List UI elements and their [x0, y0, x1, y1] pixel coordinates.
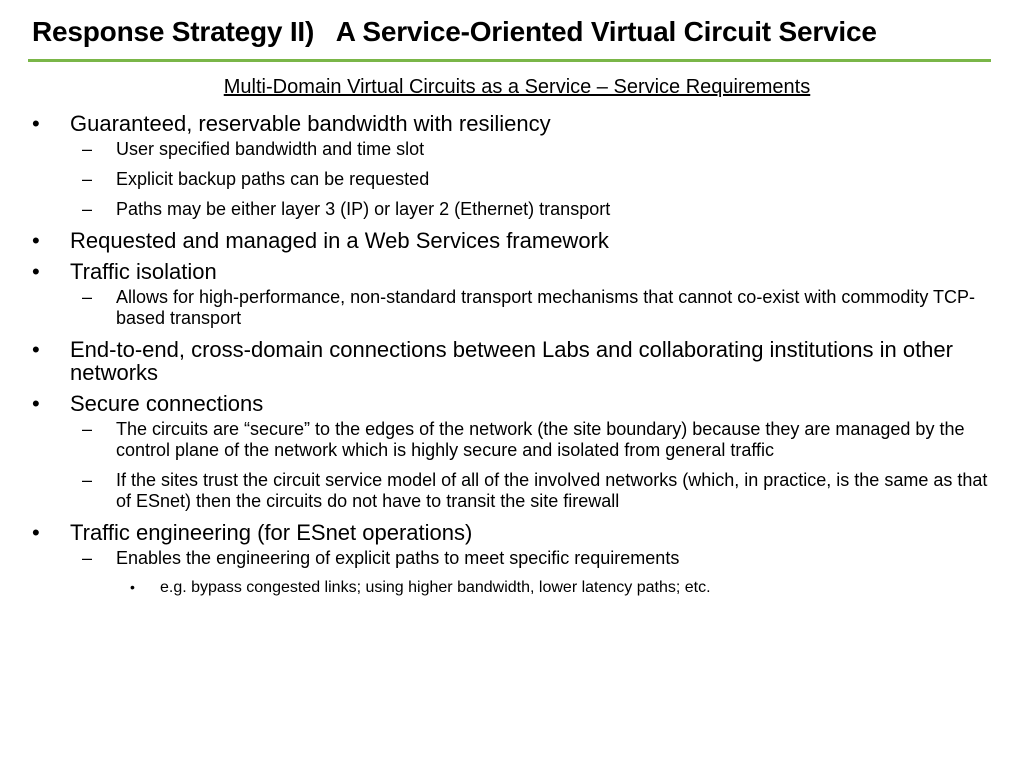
- bullet-item: [32, 260, 992, 283]
- bullet-group: [32, 392, 992, 512]
- dash-marker: –: [82, 548, 93, 568]
- bullet-item: [32, 338, 992, 384]
- dash-marker: –: [82, 419, 93, 439]
- dash-marker: –: [82, 287, 93, 307]
- bullet-group: [32, 521, 992, 597]
- sub-bullet-item: [32, 169, 992, 190]
- sub-sub-bullet-item: [32, 578, 992, 597]
- bullet-list: [32, 112, 992, 605]
- bullet-group: [32, 260, 992, 329]
- sub-bullet-item: [32, 199, 992, 220]
- sub-bullet-text: If the sites trust the circuit service model of all of the involved networks (which, in practice, is the same as that of ESnet) then the circuits do not have to transit the site firewall: [116, 470, 988, 511]
- sub-bullet-item: [32, 470, 992, 512]
- sub-bullet-text: Enables the engineering of explicit paths to meet specific requirements: [116, 548, 680, 568]
- slide-title: Response Strategy II) A Service-Oriented Virtual Circuit Service: [32, 16, 877, 47]
- bullet-group: [32, 112, 992, 220]
- sub-bullet-text: Explicit backup paths can be requested: [116, 169, 430, 189]
- bullet-text: Secure connections: [70, 391, 264, 416]
- bullet-item: [32, 112, 992, 135]
- bullet-text: End-to-end, cross-domain connections between Labs and collaborating institutions in other networks: [70, 337, 953, 385]
- bullet-text: Guaranteed, reservable bandwidth with resiliency: [70, 111, 551, 136]
- sub-bullet-item: [32, 548, 992, 569]
- sub-sub-bullet-text: e.g. bypass congested links; using higher bandwidth, lower latency paths; etc.: [160, 579, 711, 596]
- sub-bullet-item: [32, 419, 992, 461]
- slide-subtitle: Multi-Domain Virtual Circuits as a Service – Service Requirements: [223, 76, 811, 98]
- sub-bullet-item: [32, 287, 992, 329]
- dash-marker: –: [82, 470, 93, 490]
- sub-bullet-text: Paths may be either layer 3 (IP) or layer 2 (Ethernet) transport: [116, 199, 611, 219]
- bullet-marker: •: [32, 337, 40, 362]
- bullet-text: Traffic isolation: [70, 259, 217, 284]
- sub-bullet-text: Allows for high-performance, non-standard transport mechanisms that cannot co-exist with commodity TCP-based transport: [116, 287, 976, 328]
- dash-marker: –: [82, 169, 93, 189]
- bullet-group: [32, 229, 992, 252]
- title-underline-rule: [28, 59, 991, 62]
- bullet-item: [32, 521, 992, 544]
- bullet-group: [32, 338, 992, 384]
- dash-marker: –: [82, 199, 93, 219]
- bullet-text: Traffic engineering (for ESnet operations): [70, 520, 473, 545]
- dash-marker: –: [82, 139, 93, 159]
- bullet-marker: •: [32, 391, 40, 416]
- dot-marker: •: [130, 579, 135, 595]
- bullet-marker: •: [32, 111, 40, 136]
- sub-bullet-text: The circuits are “secure” to the edges of the network (the site boundary) because they are managed by the control plane of the network which is highly secure and isolated from general traffic: [116, 419, 965, 460]
- bullet-text: Requested and managed in a Web Services framework: [70, 228, 609, 253]
- bullet-item: [32, 229, 992, 252]
- sub-bullet-text: User specified bandwidth and time slot: [116, 139, 425, 159]
- bullet-marker: •: [32, 520, 40, 545]
- bullet-marker: •: [32, 228, 40, 253]
- bullet-marker: •: [32, 259, 40, 284]
- sub-bullet-item: [32, 139, 992, 160]
- bullet-item: [32, 392, 992, 415]
